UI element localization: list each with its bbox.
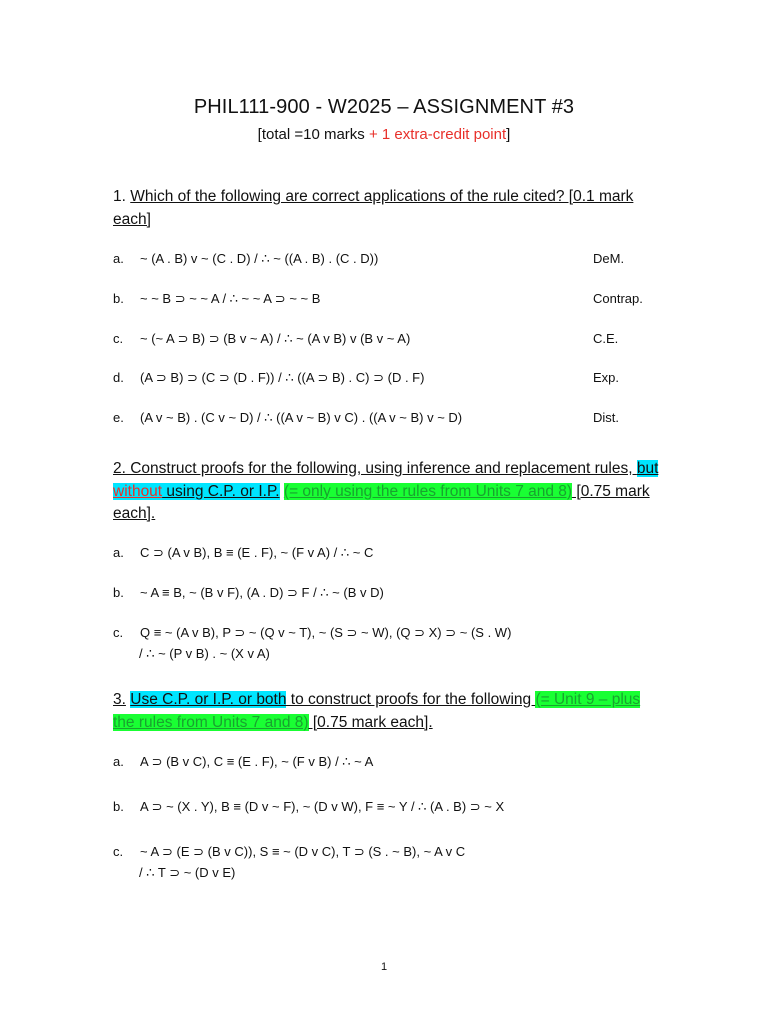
page-number: 1 — [380, 961, 388, 973]
q3-number: 3. — [113, 691, 126, 708]
subtitle-close: ] — [506, 126, 511, 143]
subtitle-extra-credit: + 1 extra-credit point — [368, 126, 507, 143]
q3-item-b — [113, 799, 659, 815]
q1-item-b — [113, 291, 659, 307]
q1-item-a — [113, 251, 659, 267]
q1-item-e — [113, 410, 659, 426]
item-label: c. — [113, 844, 124, 859]
item-label: a. — [113, 545, 124, 560]
item-label: a. — [113, 754, 124, 769]
q2-marks: [0.75 mark each]. — [113, 482, 650, 522]
item-text: ~ (~ A ⊃ B) ⊃ (B v ~ A) / ∴ ~ (A v B) v (B v ~ A) — [140, 331, 411, 346]
subtitle-total: [total =10 marks — [257, 126, 369, 143]
q3-item-c — [113, 844, 659, 860]
item-label: a. — [113, 251, 124, 266]
q1-rule-a: DeM. — [593, 251, 625, 266]
item-text: A ⊃ ~ (X . Y), B ≡ (D v ~ F), ~ (D v W), F ≡ ~ Y / ∴ (A . B) ⊃ ~ X — [140, 799, 505, 814]
item-text: ~ (A . B) v ~ (C . D) / ∴ ~ ((A . B) . (C . D)) — [140, 251, 379, 266]
question-1-text: Which of the following are correct applications of the rule cited? [0.1 mark each] — [113, 188, 634, 228]
item-label: c. — [113, 625, 124, 640]
q3-instruction: to construct proofs for the following — [286, 691, 536, 708]
q2-item-b — [113, 585, 659, 601]
question-1-heading — [113, 186, 659, 231]
item-text: (A ⊃ B) ⊃ (C ⊃ (D . F)) / ∴ ((A ⊃ B) . C) ⊃ (D . F) — [140, 370, 425, 385]
item-label: d. — [113, 370, 124, 385]
question-3-heading — [113, 689, 659, 734]
page-title: PHIL111-900 - W2025 – ASSIGNMENT #3 — [193, 96, 575, 118]
item-text: A ⊃ (B v C), C ≡ (E . F), ~ (F v B) / ∴ ~ A — [140, 754, 374, 769]
q1-rule-c: C.E. — [593, 331, 619, 346]
item-label: b. — [113, 799, 124, 814]
q2-units-note: (= only using the rules from Units 7 and 8) — [283, 482, 573, 500]
item-text: C ⊃ (A v B), B ≡ (E . F), ~ (F v A) / ∴ ~ C — [140, 545, 374, 560]
question-2-heading — [113, 458, 659, 526]
q1-rule-e: Dist. — [593, 410, 619, 425]
page-subtitle — [0, 126, 768, 143]
q2-instruction: 2. Construct proofs for the following, using inference and replacement rules, — [113, 460, 637, 477]
q1-rule-b: Contrap. — [593, 291, 643, 306]
q2-item-c-conclusion: / ∴ ~ (P v B) . ~ (X v A) — [139, 646, 270, 661]
q1-item-c — [113, 331, 659, 347]
item-text: Q ≡ ~ (A v B), P ⊃ ~ (Q v ~ T), ~ (S ⊃ ~ W), (Q ⊃ X) ⊃ ~ (S . W) — [140, 625, 512, 640]
q2-item-a — [113, 545, 659, 561]
q3-units-note: (= Unit 9 – plus the rules from Units 7 and 8) — [113, 691, 641, 731]
q1-rule-d: Exp. — [593, 370, 620, 385]
q3-item-c-conclusion: / ∴ T ⊃ ~ (D v E) — [139, 865, 236, 880]
item-text: (A v ~ B) . (C v ~ D) / ∴ ((A v ~ B) v C) . ((A v ~ B) v ~ D) — [140, 410, 463, 425]
q2-without: without — [113, 482, 163, 500]
question-1-number: 1. — [113, 188, 126, 205]
q2-but: but — [636, 460, 659, 477]
item-text: ~ A ≡ B, ~ (B v F), (A . D) ⊃ F / ∴ ~ (B v D) — [140, 585, 384, 600]
q3-marks: [0.75 mark each]. — [308, 713, 433, 731]
item-label: b. — [113, 585, 124, 600]
q2-using-cp-ip: using C.P. or I.P. — [162, 482, 280, 500]
item-text: ~ ~ B ⊃ ~ ~ A / ∴ ~ ~ A ⊃ ~ ~ B — [140, 291, 321, 306]
item-label: c. — [113, 331, 124, 346]
q2-item-c — [113, 625, 659, 641]
q3-item-a — [113, 754, 659, 770]
item-text: ~ A ⊃ (E ⊃ (B v C)), S ≡ ~ (D v C), T ⊃ (S . ~ B), ~ A v C — [140, 844, 466, 859]
q1-item-d — [113, 370, 659, 386]
item-label: e. — [113, 410, 124, 425]
item-label: b. — [113, 291, 124, 306]
q3-use-cp-ip: Use C.P. or I.P. or both — [130, 691, 287, 708]
